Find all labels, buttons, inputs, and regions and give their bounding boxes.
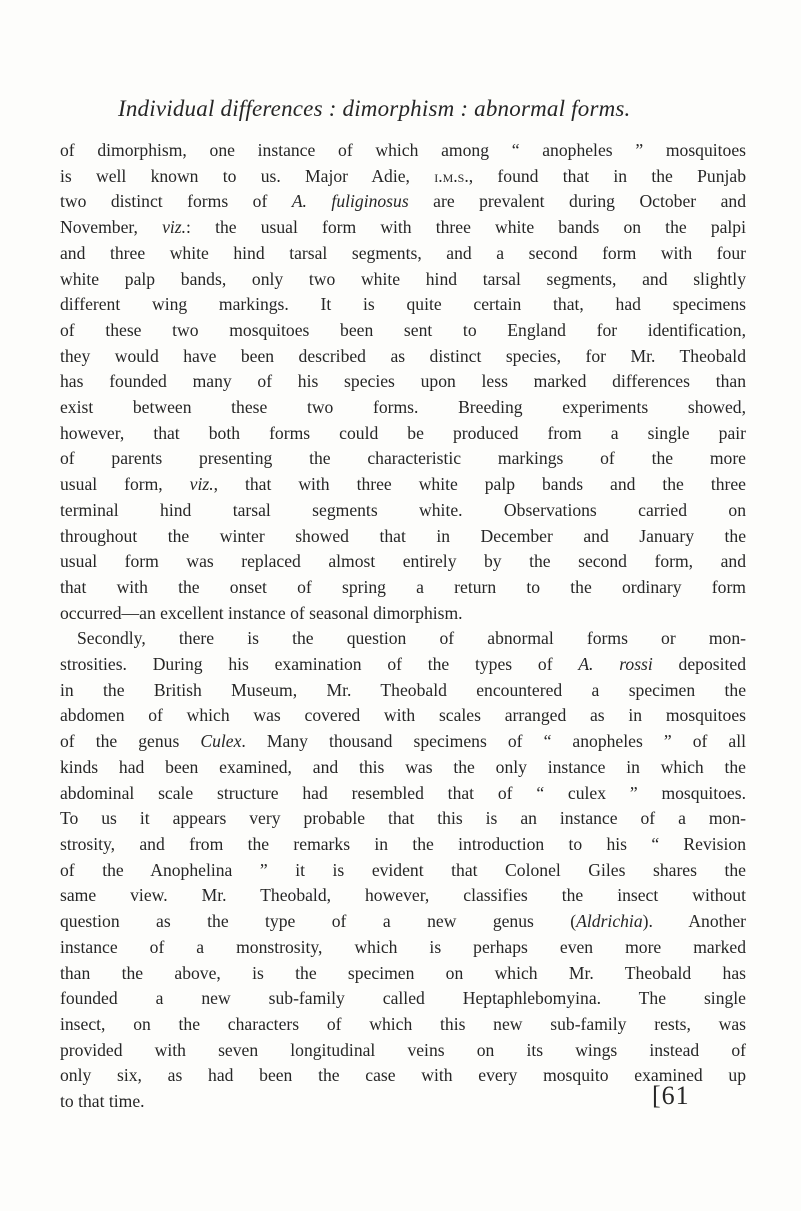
body-text — [60, 138, 746, 1115]
text-line: insect, on the characters of which this new sub-family rests, was — [60, 1013, 746, 1034]
text-line: usual form, viz., that with three white palp bands and the three — [60, 474, 746, 495]
text-line: of parents presenting the characteristic markings of the more — [60, 448, 746, 469]
text-line: two distinct forms of A. fuliginosus are prevalent during October and — [60, 191, 746, 212]
text-line: has founded many of his species upon less marked differences than — [60, 371, 746, 392]
text-line: to that time. — [60, 1091, 145, 1112]
text-line: of the Anophelina ” it is evident that Colonel Giles shares the — [60, 859, 746, 880]
text-line: Secondly, there is the question of abnormal forms or mon- — [77, 628, 746, 649]
text-line: kinds had been examined, and this was the only instance in which the — [60, 756, 746, 777]
text-line: is well known to us. Major Adie, i.m.s., found that in the Punjab — [60, 165, 747, 186]
text-line: same view. Mr. Theobald, however, classifies the insect without — [60, 885, 746, 906]
page-number: [61 — [652, 1081, 690, 1110]
text-line: question as the type of a new genus (Aldrichia). Another — [60, 911, 746, 932]
text-line: November, viz.: the usual form with three white bands on the palpi — [60, 217, 746, 238]
text-line: they would have been described as distinct species, for Mr. Theobald — [60, 345, 746, 366]
text-line: of dimorphism, one instance of which among “ anopheles ” mosquitoes — [60, 140, 746, 160]
text-line: of these two mosquitoes been sent to England for identification, — [60, 319, 746, 340]
text-line: exist between these two forms. Breeding experiments showed, — [60, 397, 746, 418]
text-line: different wing markings. It is quite certain that, had specimens — [60, 294, 746, 315]
text-line: white palp bands, only two white hind tarsal segments, and slightly — [60, 268, 746, 289]
text-line: and three white hind tarsal segments, and a second form with four — [60, 242, 746, 263]
text-line: of the genus Culex. Many thousand specimens of “ anopheles ” of all — [60, 731, 746, 752]
text-line: founded a new sub-family called Heptaphlebomyina. The single — [60, 988, 746, 1009]
text-line: To us it appears very probable that this is an instance of a mon- — [60, 808, 746, 829]
running-head: Individual differences : dimorphism : abnormal forms. — [118, 96, 631, 121]
text-line: strosity, and from the remarks in the introduction to his “ Revision — [60, 833, 746, 854]
text-line: only six, as had been the case with every mosquito examined up — [60, 1065, 746, 1086]
text-line: provided with seven longitudinal veins on its wings instead of — [60, 1039, 746, 1060]
text-line: that with the onset of spring a return to the ordinary form — [60, 576, 746, 597]
text-line: usual form was replaced almost entirely by the second form, and — [60, 551, 746, 572]
text-line: in the British Museum, Mr. Theobald encountered a specimen the — [60, 679, 746, 700]
text-line: however, that both forms could be produced from a single pair — [60, 422, 746, 443]
text-line: occurred—an excellent instance of seasonal dimorphism. — [60, 602, 463, 623]
text-line: throughout the winter showed that in December and January the — [60, 525, 746, 546]
text-line: abdominal scale structure had resembled that of “ culex ” mosquitoes. — [60, 782, 746, 803]
text-line: than the above, is the specimen on which Mr. Theobald has — [60, 962, 746, 983]
text-line: terminal hind tarsal segments white. Observations carried on — [60, 499, 746, 520]
text-line: strosities. During his examination of the types of A. rossi deposited — [60, 654, 746, 675]
text-line: abdomen of which was covered with scales arranged as in mosquitoes — [60, 705, 746, 726]
text-line: instance of a monstrosity, which is perhaps even more marked — [60, 936, 746, 957]
